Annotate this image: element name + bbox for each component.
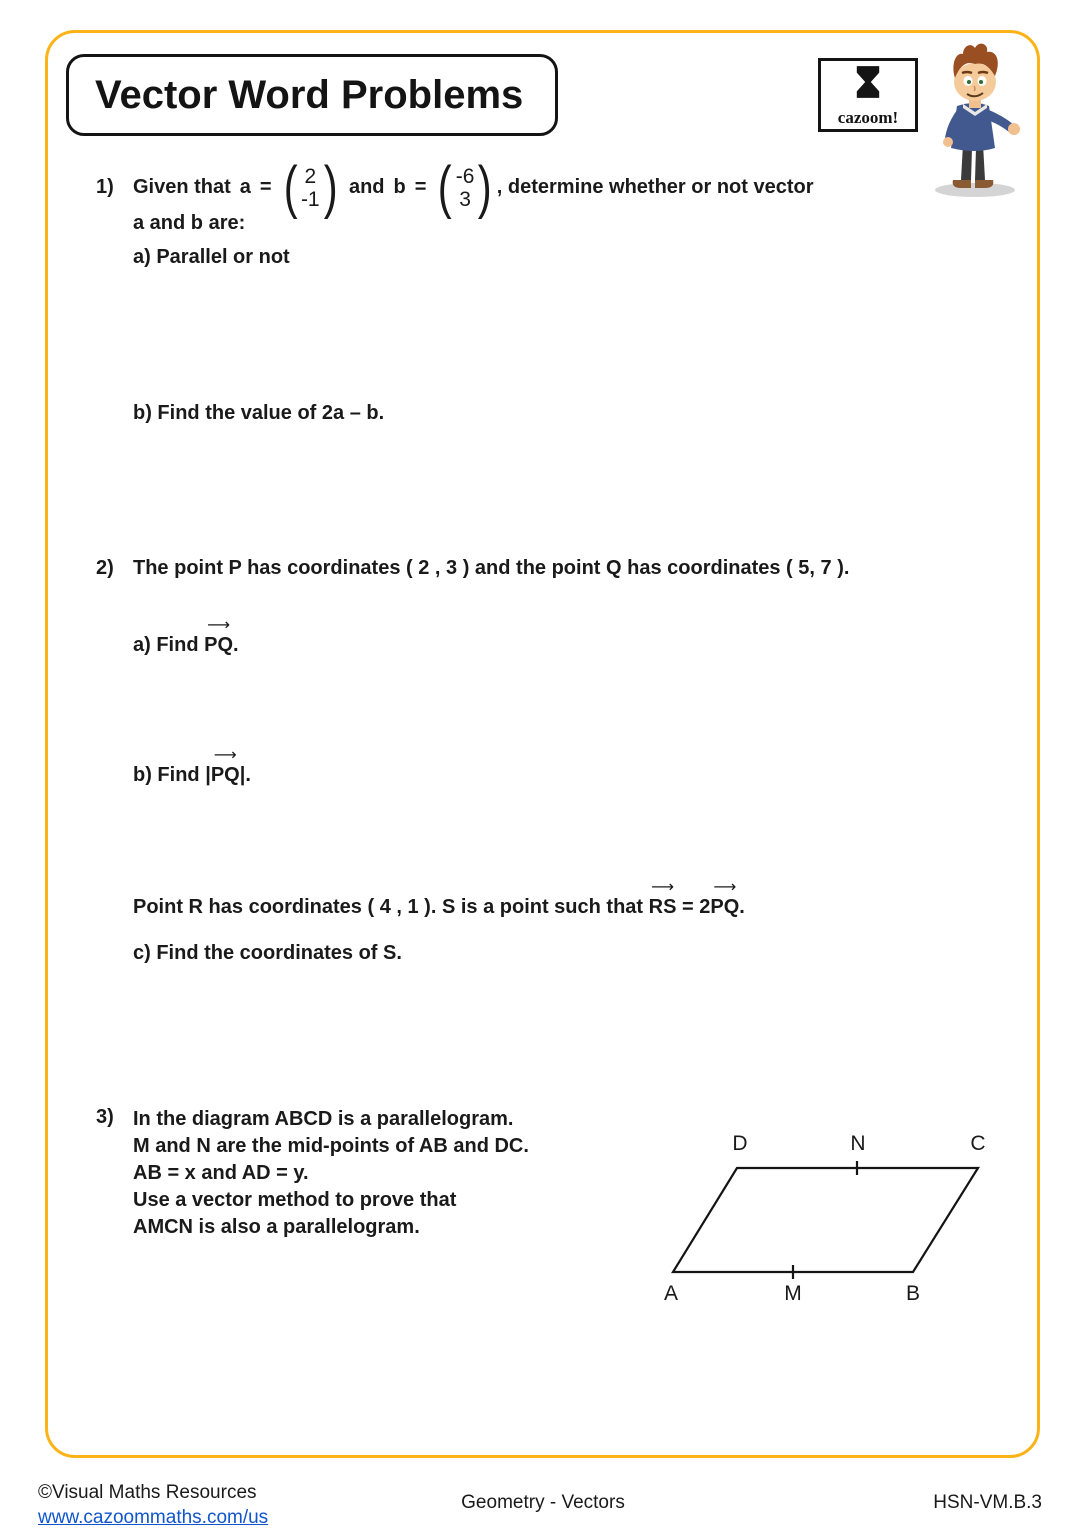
period: . bbox=[245, 764, 251, 786]
vertex-label-d: D bbox=[732, 1132, 748, 1155]
q1-tail-text: , determine whether or not vector bbox=[496, 176, 814, 199]
q2-part-c: c) Find the coordinates of S. bbox=[133, 942, 402, 964]
left-paren: ( bbox=[438, 155, 453, 220]
vector-b-x: -6 bbox=[455, 164, 475, 188]
vector-a-x: 2 bbox=[304, 164, 317, 188]
q2-r-coefficient: 2 bbox=[699, 896, 711, 918]
page-title: Vector Word Problems bbox=[95, 72, 524, 117]
parallelogram-diagram bbox=[642, 1118, 1012, 1308]
vector-arrow-icon: ⟶ bbox=[651, 879, 674, 896]
title-box bbox=[66, 54, 558, 136]
q3-line: M and N are the mid-points of AB and DC. bbox=[133, 1135, 529, 1157]
q2-number: 2) bbox=[96, 557, 114, 579]
right-paren: ) bbox=[478, 155, 493, 220]
q2-part-a-label: a) Find bbox=[133, 634, 199, 656]
cazoom-hourglass-icon bbox=[854, 65, 882, 104]
vector-rs: ⟶ RS bbox=[648, 879, 677, 918]
q1-part-a: a) Parallel or not bbox=[133, 246, 290, 268]
q2-part-b bbox=[133, 747, 251, 787]
q1-and-text: and bbox=[348, 176, 385, 199]
vector-pq: ⟶ PQ bbox=[210, 747, 240, 786]
q3-line: AMCN is also a parallelogram. bbox=[133, 1216, 420, 1238]
vector-pq: ⟶ PQ bbox=[710, 879, 740, 918]
copyright-text: ©Visual Maths Resources bbox=[38, 1482, 257, 1503]
cazoom-logo-box bbox=[818, 58, 918, 132]
q2-intro-line bbox=[96, 557, 849, 580]
vector-pq: ⟶ PQ bbox=[204, 617, 234, 656]
vector-a-y: -1 bbox=[300, 187, 320, 211]
q1-equals-2: = bbox=[414, 176, 427, 199]
footer-code: HSN-VM.B.3 bbox=[933, 1492, 1042, 1513]
column-vector-b bbox=[435, 155, 494, 220]
vertex-label-c: C bbox=[970, 1132, 986, 1155]
q3-line: Use a vector method to prove that bbox=[133, 1189, 457, 1211]
vertex-label-b: B bbox=[905, 1282, 921, 1305]
column-vector-a bbox=[281, 155, 340, 220]
q2-r-line bbox=[133, 879, 745, 919]
q1-var-b: b bbox=[393, 176, 406, 199]
website-link[interactable]: www.cazoommaths.com/us bbox=[38, 1507, 269, 1528]
vector-arrow-icon: ⟶ bbox=[713, 879, 737, 896]
q3-line: AB = x and AD = y. bbox=[133, 1162, 309, 1184]
q1-var-a: a bbox=[239, 176, 251, 199]
brand-text: cazoom! bbox=[837, 108, 899, 127]
q1-given-text: Given that bbox=[133, 176, 231, 199]
q1-intro-line bbox=[96, 155, 814, 220]
vertex-label-a: A bbox=[663, 1282, 679, 1305]
q2-r-text: Point R has coordinates ( 4 , 1 ). S is a point such that bbox=[133, 896, 644, 918]
period: . bbox=[233, 634, 239, 656]
magnitude-bar: | bbox=[205, 764, 211, 786]
vertex-label-n: N bbox=[850, 1132, 866, 1155]
vector-arrow-icon: ⟶ bbox=[213, 747, 237, 764]
right-paren: ) bbox=[323, 155, 338, 220]
q1-part-b: b) Find the value of 2a – b. bbox=[133, 402, 385, 424]
q1-equals: = bbox=[259, 176, 272, 199]
period: . bbox=[739, 896, 745, 918]
cartoon-boy-mascot-icon bbox=[925, 40, 1030, 203]
q3-text-lines bbox=[133, 1106, 529, 1241]
parallelogram-outline bbox=[673, 1168, 978, 1272]
q2-part-a bbox=[133, 617, 239, 657]
q3-block bbox=[96, 1106, 529, 1241]
footer-topic: Geometry - Vectors bbox=[461, 1492, 625, 1513]
q2-intro-text: The point P has coordinates ( 2 , 3 ) and the point Q has coordinates ( 5, 7 ). bbox=[133, 557, 850, 579]
magnitude-bar: | bbox=[239, 764, 246, 786]
vector-b-y: 3 bbox=[459, 187, 471, 211]
q2-part-b-label: b) Find bbox=[133, 764, 200, 786]
q3-line: In the diagram ABCD is a parallelogram. bbox=[133, 1108, 514, 1130]
vertex-label-m: M bbox=[784, 1282, 802, 1305]
left-paren: ( bbox=[283, 155, 298, 220]
q1-intro-line2: a and b are: bbox=[133, 212, 246, 234]
q3-number: 3) bbox=[96, 1106, 114, 1128]
q2-r-equals: = bbox=[682, 896, 694, 918]
vector-arrow-icon: ⟶ bbox=[207, 617, 231, 634]
q1-number: 1) bbox=[96, 176, 114, 199]
